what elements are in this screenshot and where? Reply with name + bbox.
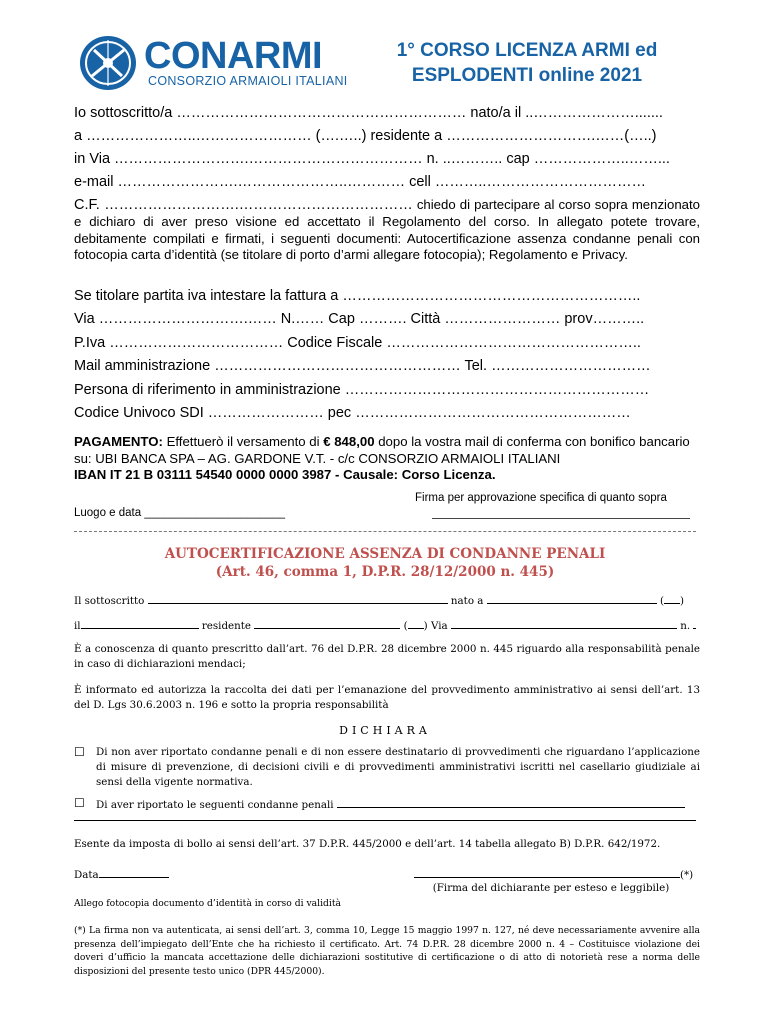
residente-label: residente [201,620,252,632]
option-no-convictions[interactable] [74,745,700,793]
form-line-name[interactable]: Io sottoscritto/a …………………………………………………… nato/a il ..…………………....... [74,105,663,121]
payment-amount: € 848,00 [323,434,375,449]
declarant-signature-field[interactable] [414,866,680,878]
page-title [372,38,682,88]
form-cf-paragraph [74,197,700,264]
il-label: il [74,620,81,632]
autocert-title-line-1: AUTOCERTIFICAZIONE ASSENZA DI CONDANNE PENALI [164,546,606,562]
approval-signature-line[interactable] [432,518,690,519]
option-convictions[interactable] [74,796,700,812]
declarant-signature-label: (Firma del dichiarante per esteso e leggibile) [432,882,670,894]
sottoscritto-label: Il sottoscritto [74,595,145,607]
cf-field[interactable]: C.F. ……………………….……………………………… [74,197,413,213]
crosshair-logo-icon [78,34,142,92]
footnote: (*) La firma non va autenticata, ai sensi dell’art. 3, comma 10, Legge 15 maggio 1997 n. 127, né deve necessariamente avvenire alla presenza dell’impiegato dell’Ente che ha richiesto il certificato. Art. 74 D.P.R. 28 dicembre 2000 n. 4 – Costituisce violazione dei doveri d’ufficio la mancata accettazione delle dichiarazioni sostitutive di certificazione o di atto di notorietà rese a norma delle disposizioni del presente testo unico (DPR 445/2000). [74,925,700,977]
invoice-line-sdi[interactable]: Codice Univoco SDI …………………… pec ………………………………………………… [74,405,631,421]
via-field[interactable] [451,617,677,629]
autocert-title-line-2: (Art. 46, comma 1, D.P.R. 28/12/2000 n. 445) [215,564,555,580]
province-close: ) [680,595,685,607]
asterisk-mark: (*) [680,869,694,881]
sottoscritto-field[interactable] [148,592,448,604]
res-province-field[interactable] [408,617,424,629]
nato-a-label: nato a [450,595,484,607]
convictions-field-line-2[interactable] [74,820,696,821]
option-convictions-row [96,796,700,813]
conarmi-logo [78,34,348,92]
province-open: ( [660,595,665,607]
option-no-convictions-text: Di non aver riportato condanne penali e di non essere destinatario di provvedimenti che riguardano l’applicazione di misure di prevenzione, di decisioni civili e di provvedimenti amministrativi iscritti nel casellario giudiziale ai sensi della vigente normativa. [96,746,700,788]
invoice-line-address[interactable]: Via ………………………….…… N.…… Cap ………. Città …………………… prov……….. [74,311,645,327]
checkbox-icon[interactable]: ☐ [74,796,85,810]
autocert-title [74,545,696,581]
option-convictions-text: Di aver riportato le seguenti condanne penali [96,799,334,811]
payment-iban: IBAN IT 21 B 03111 54540 0000 0000 3987 - Causale: Corso Licenza. [74,467,496,482]
place-date-field[interactable]: Luogo e data ______________________ [74,507,286,519]
autocert-line-residence [74,617,696,634]
autocert-line-name [74,592,696,609]
payment-section [74,434,704,484]
res-province-open: ( [403,620,408,632]
payment-text-2: dopo la vostra mail di conferma con bonifico bancario su: UBI BANCA SPA – AG. GARDONE V.T. - c/c CONSORZIO ARMAIOLI ITALIANI [74,434,690,466]
autocert-para-1: È a conoscenza di quanto prescritto dall’art. 76 del D.P.R. 28 dicembre 2000 n. 445 riguardo alla responsabilità penale in caso di dichiarazioni mendaci; [74,643,700,670]
birth-date-field[interactable] [81,617,199,629]
title-line-1: 1° CORSO LICENZA ARMI ed [396,40,658,61]
title-line-2: ESPLODENTI online 2021 [411,65,643,86]
civic-number-field[interactable] [693,617,696,629]
dichiara-heading: DICHIARA [339,724,431,737]
date-field[interactable] [99,866,169,878]
request-text: chiedo di partecipare al corso sopra menzionato e dichiaro di aver preso visione ed accettato il Regolamento del corso. In allegato potete trovare, debitamente compilati e firmati, i seguenti documenti: Autocertificazione assenza condanne penali con fotocopia carta d’identità (se titolare di porto d’armi allegare fotocopia); Regolamento e Privacy. [74,197,700,263]
res-province-close: ) [423,620,428,632]
invoice-line-piva[interactable]: P.Iva ……………………………… Codice Fiscale …………………………………………….. [74,335,641,351]
approval-signature-label: Firma per approvazione specifica di quanto sopra [415,492,667,504]
payment-label: PAGAMENTO: [74,434,163,449]
section-divider [74,531,696,532]
id-copy-note: Allego fotocopia documento d’identità in corso di validità [74,898,341,909]
stamp-duty-exemption: Esente da imposta di bollo ai sensi dell’art. 37 D.P.R. 445/2000 e dell’art. 14 tabella allegato B) D.P.R. 642/1972. [74,838,661,850]
convictions-field[interactable] [337,796,685,808]
checkbox-icon[interactable]: ☐ [74,745,85,759]
payment-text-1: Effettuerò il versamento di [162,434,324,449]
form-line-address[interactable]: in Via ……………………….……………………………… n. ..……….. cap ………………..……... [74,151,670,167]
residente-field[interactable] [254,617,400,629]
form-line-birthplace[interactable]: a …………………..…………………… (….…..) residente a ………………………….……(…..) [74,128,657,144]
via-label: Via [430,620,448,632]
autocert-para-2: È informato ed autorizza la raccolta dei dati per l’emanazione del provvedimento amministrativo ai sensi dell’art. 13 del D. Lgs 30.6.2003 n. 196 e sotto la propria responsabilità [74,684,700,711]
data-label: Data [74,869,99,881]
nato-a-field[interactable] [487,592,657,604]
logo-name: CONARMI [144,35,323,77]
province-field[interactable] [664,592,680,604]
form-line-contacts[interactable]: e-mail …………………….…………………..………… cell ………..…………………………… [74,174,646,190]
logo-subtitle: CONSORZIO ARMAIOLI ITALIANI [148,74,348,88]
n-label: n. [680,620,691,632]
invoice-line-mail[interactable]: Mail amministrazione …………………………………………… Tel. …………………………… [74,358,651,374]
invoice-line-referente[interactable]: Persona di riferimento in amministrazione ……………………………………………………… [74,382,650,398]
invoice-line-intestatario[interactable]: Se titolare partita iva intestare la fattura a …………………………………………………….. [74,288,641,304]
